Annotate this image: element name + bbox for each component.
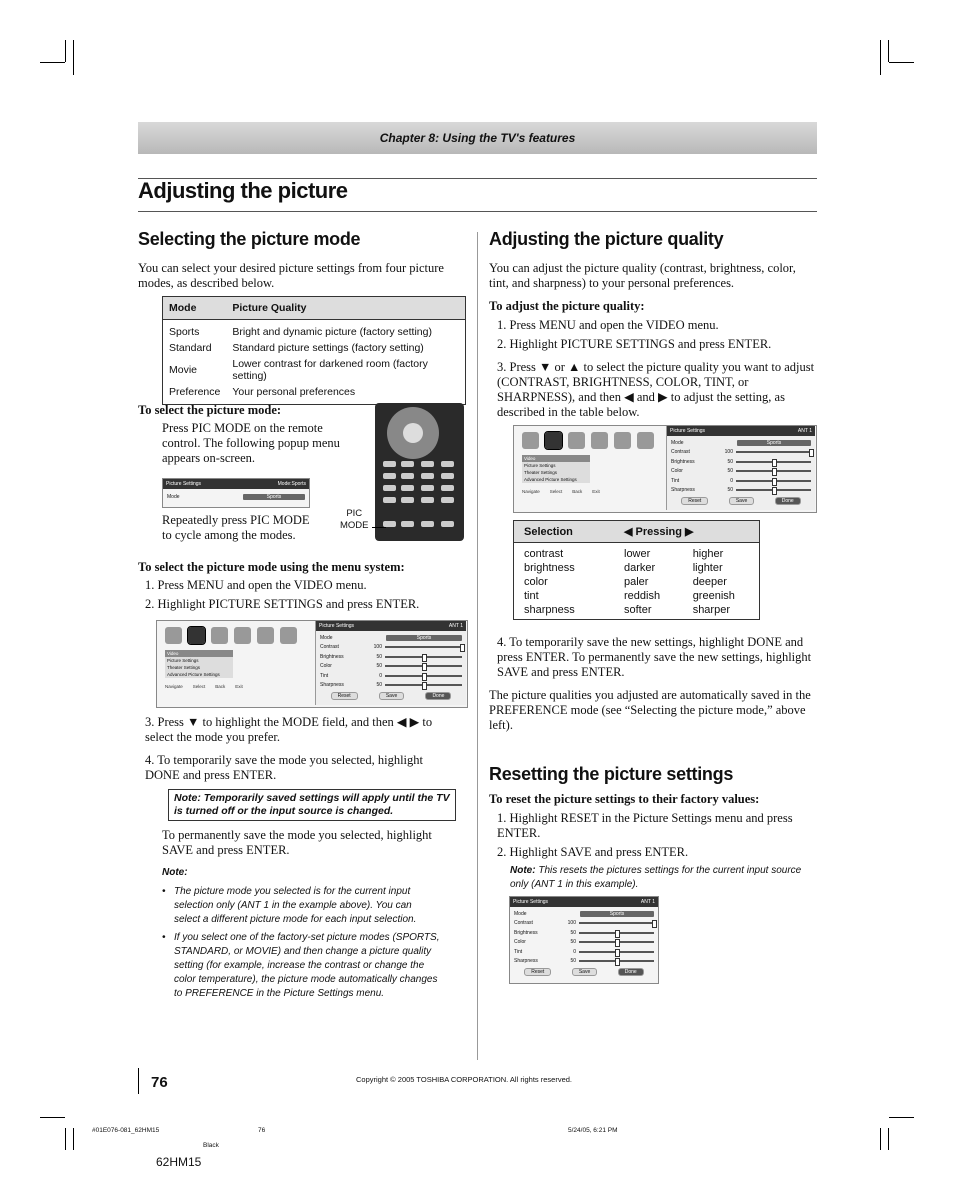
page-title: Adjusting the picture	[138, 178, 348, 203]
osd-slider	[385, 684, 462, 686]
slider-knob	[460, 644, 465, 652]
slider-knob	[652, 920, 657, 928]
osd-slider-row: Brightness 50	[510, 928, 658, 938]
table-row: color paler deeper	[524, 576, 727, 588]
copyright: Copyright © 2005 TOSHIBA CORPORATION. All rights reserved.	[356, 1075, 573, 1084]
audio-icon	[211, 627, 228, 644]
selection-table	[513, 520, 760, 620]
table-row: Sports Bright and dynamic picture (factory setting)	[169, 326, 432, 338]
osd-slider-row: Contrast 100	[667, 448, 815, 458]
done-button: Done	[618, 968, 644, 976]
preferences-icon	[234, 627, 251, 644]
reset-button: Reset	[681, 497, 708, 505]
lock-icon	[257, 627, 274, 644]
osd-slider	[736, 451, 811, 453]
model-number: 62HM15	[156, 1155, 202, 1169]
video-icon	[545, 432, 562, 449]
table-row: Movie Lower contrast for darkened room (factory setting)	[169, 358, 428, 382]
table-row: tint reddish greenish	[524, 590, 735, 602]
osd-slider	[579, 932, 654, 934]
table-row: sharpness softer sharper	[524, 604, 730, 616]
section-heading-reset: Resetting the picture settings	[489, 764, 734, 784]
osd-slider	[579, 951, 654, 953]
remote-control-image	[375, 403, 464, 541]
chapter-title: Chapter 8: Using the TV's features	[379, 131, 576, 145]
permanent-save-text: To permanently save the mode you selected, highlight SAVE and press ENTER.	[162, 828, 432, 857]
slider-knob	[772, 478, 777, 486]
nav-hints: Navigate Select Back Exit	[165, 684, 243, 689]
slider-knob	[809, 449, 814, 457]
osd-slider	[385, 675, 462, 677]
osd-slider-row: Sharpness 50	[316, 681, 466, 691]
osd-input: ANT 1	[448, 623, 463, 629]
applications-icon	[280, 627, 297, 644]
slider-knob	[422, 663, 427, 671]
step-4: 4. To temporarily save the new settings, highlight DONE and press ENTER. To permanently save the new settings, highlight SAVE and press ENTER.	[497, 635, 812, 679]
osd-input: ANT 1	[797, 428, 812, 434]
osd-slider	[579, 922, 654, 924]
step-1: 1. Press MENU and open the VIDEO menu.	[145, 578, 367, 592]
step-1: 1. Press MENU and open the VIDEO menu.	[497, 318, 719, 332]
quality-col-header: Picture Quality	[226, 297, 465, 320]
section-heading-picture-quality: Adjusting the picture quality	[489, 229, 724, 249]
intro-paragraph: You can select your desired picture settings from four picture modes, as described below.	[138, 261, 444, 290]
osd-slider-row: Color 50	[510, 938, 658, 948]
video-icon	[188, 627, 205, 644]
adjust-heading: To adjust the picture quality:	[489, 299, 645, 313]
picture-settings-screenshot: Picture Settings ANT 1 Mode Sports Contrast 100 Brightness 50 Color 50 Tint 0 Sharpness 50 Reset Save Done	[509, 896, 659, 984]
osd-slider	[736, 489, 811, 491]
note-item: If you select one of the factory-set picture modes (SPORTS, STANDARD, or MOVIE) and then change a picture quality setting (for example, increase the contrast or change the color temperature), the picture mode automatically changes to PREFERENCE in the Picture Settings menu.	[174, 932, 440, 999]
setup-icon	[522, 432, 539, 449]
step-2: 2. Highlight PICTURE SETTINGS and press ENTER.	[497, 337, 772, 351]
osd-slider	[736, 470, 811, 472]
osd-slider-row: Tint 0	[316, 671, 466, 681]
table-row: contrast lower higher	[524, 548, 724, 560]
osd-slider-row: Tint 0	[667, 476, 815, 486]
file-name: #01E076-081_62HM15	[92, 1127, 160, 1134]
slider-knob	[772, 487, 777, 495]
osd-slider-row: Sharpness 50	[510, 957, 658, 967]
picture-settings-panel: Picture Settings ANT 1 Mode Sports Contrast 100 Brightness 50 Color 50 Tint 0 Sharpness 50 Reset Save Done	[315, 621, 466, 705]
reset-step-2: 2. Highlight SAVE and press ENTER.	[497, 845, 689, 859]
osd-slider	[385, 665, 462, 667]
nav-hints: Navigate Select Back Exit	[522, 489, 600, 494]
slider-knob	[615, 958, 620, 966]
slider-knob	[615, 930, 620, 938]
sheet-number: 76	[258, 1127, 266, 1134]
mode-table	[162, 296, 466, 405]
setup-icon	[165, 627, 182, 644]
saved-text: The picture qualities you adjusted are automatically saved in the PREFERENCE mode (see “Selecting the picture mode,” above left).	[489, 688, 811, 732]
pic-mode-leader-line	[372, 527, 386, 528]
menu-system-heading: To select the picture mode using the menu system:	[138, 560, 405, 574]
picture-settings-panel: Picture Settings ANT 1 Mode Sports Contrast 100 Brightness 50 Color 50 Tint 0 Sharpness 50 Reset Save Done	[666, 426, 815, 510]
osd-slider	[385, 646, 462, 648]
osd-slider-row: Brightness 50	[667, 457, 815, 467]
print-date: 5/24/05, 6:21 PM	[568, 1127, 618, 1134]
save-button: Save	[572, 968, 597, 976]
applications-icon	[637, 432, 654, 449]
osd-slider-row: Contrast 100	[510, 919, 658, 929]
osd-slider-row: Contrast 100	[316, 643, 466, 653]
plate-color: Black	[203, 1142, 219, 1149]
pressing-col-header: ◀ Pressing ▶	[614, 521, 760, 543]
osd-slider	[385, 656, 462, 658]
osd-input: ANT 1	[640, 899, 655, 905]
reset-heading: To reset the picture settings to their factory values:	[489, 792, 760, 806]
slider-knob	[422, 673, 427, 681]
chapter-header	[138, 122, 817, 154]
done-button: Done	[775, 497, 801, 505]
osd-title: Picture Settings	[513, 899, 549, 905]
mode-col-header: Mode	[163, 297, 227, 320]
preferences-icon	[591, 432, 608, 449]
table-row: brightness darker lighter	[524, 562, 723, 574]
slider-knob	[772, 468, 777, 476]
osd-title: Picture Settings	[319, 623, 355, 629]
osd-slider-row: Tint 0	[510, 947, 658, 957]
note-label: Note:	[162, 867, 188, 878]
video-menu-screenshot	[156, 620, 468, 708]
osd-slider-row: Sharpness 50	[667, 486, 815, 496]
video-submenu: Video Picture Settings Theater Settings Advanced Picture Settings	[522, 455, 590, 483]
osd-slider	[736, 461, 811, 463]
done-button: Done	[425, 692, 451, 700]
save-button: Save	[379, 692, 404, 700]
reset-step-1: 1. Highlight RESET in the Picture Settings menu and press ENTER.	[497, 811, 793, 840]
cycle-text: Repeatedly press PIC MODE to cycle among the modes.	[162, 513, 310, 542]
table-row: Standard Standard picture settings (factory setting)	[169, 342, 424, 354]
osd-slider-row: Color 50	[667, 467, 815, 477]
save-button: Save	[729, 497, 754, 505]
osd-slider	[579, 941, 654, 943]
reset-button: Reset	[524, 968, 551, 976]
step-3: 3. Press ▼ to highlight the MODE field, and then ◀ ▶ to select the mode you prefer.	[145, 715, 433, 744]
select-mode-text: Press PIC MODE on the remote control. The following popup menu appears on-screen.	[162, 421, 340, 465]
pic-mode-label: PIC MODE	[340, 508, 369, 531]
note-box: Note: Temporarily saved settings will apply until the TV is turned off or the input source is changed.	[168, 789, 456, 821]
quality-intro: You can adjust the picture quality (contrast, brightness, color, tint, and sharpness) to your personal preferences.	[489, 261, 796, 290]
video-menu-screenshot	[513, 425, 817, 513]
step-4: 4. To temporarily save the mode you selected, highlight DONE and press ENTER.	[145, 753, 423, 782]
popup-screenshot: Picture Settings Mode:Sports Mode Sports	[162, 478, 310, 508]
osd-slider-row: Brightness 50	[316, 652, 466, 662]
osd-slider-row: Color 50	[316, 662, 466, 672]
slider-knob	[422, 654, 427, 662]
column-divider	[477, 232, 478, 1060]
reset-button: Reset	[331, 692, 358, 700]
slider-knob	[422, 682, 427, 690]
audio-icon	[568, 432, 585, 449]
slider-knob	[615, 949, 620, 957]
step-3: 3. Press ▼ or ▲ to select the picture quality you want to adjust (CONTRAST, BRIGHTNESS, COLOR, TINT, or SHARPNESS), and then ◀ and ▶ to adjust the setting, as described in the table below.	[497, 360, 815, 419]
lock-icon	[614, 432, 631, 449]
reset-note: Note: This resets the pictures settings for the current input source only (ANT 1 in this example).	[510, 865, 802, 890]
table-row: Preference Your personal preferences	[169, 386, 356, 398]
step-2: 2. Highlight PICTURE SETTINGS and press ENTER.	[145, 597, 420, 611]
page-number: 76	[151, 1074, 168, 1091]
osd-slider	[736, 480, 811, 482]
slider-knob	[772, 459, 777, 467]
section-heading-picture-mode: Selecting the picture mode	[138, 229, 361, 249]
osd-title: Picture Settings	[670, 428, 706, 434]
selection-col-header: Selection	[514, 521, 615, 543]
note-item: The picture mode you selected is for the current input selection only (ANT 1 in the example above). You can select a different picture mode for each input selection.	[174, 886, 417, 925]
slider-knob	[615, 939, 620, 947]
osd-slider	[579, 960, 654, 962]
select-mode-heading: To select the picture mode:	[138, 403, 282, 417]
video-submenu: Video Picture Settings Theater Settings Advanced Picture Settings	[165, 650, 233, 678]
